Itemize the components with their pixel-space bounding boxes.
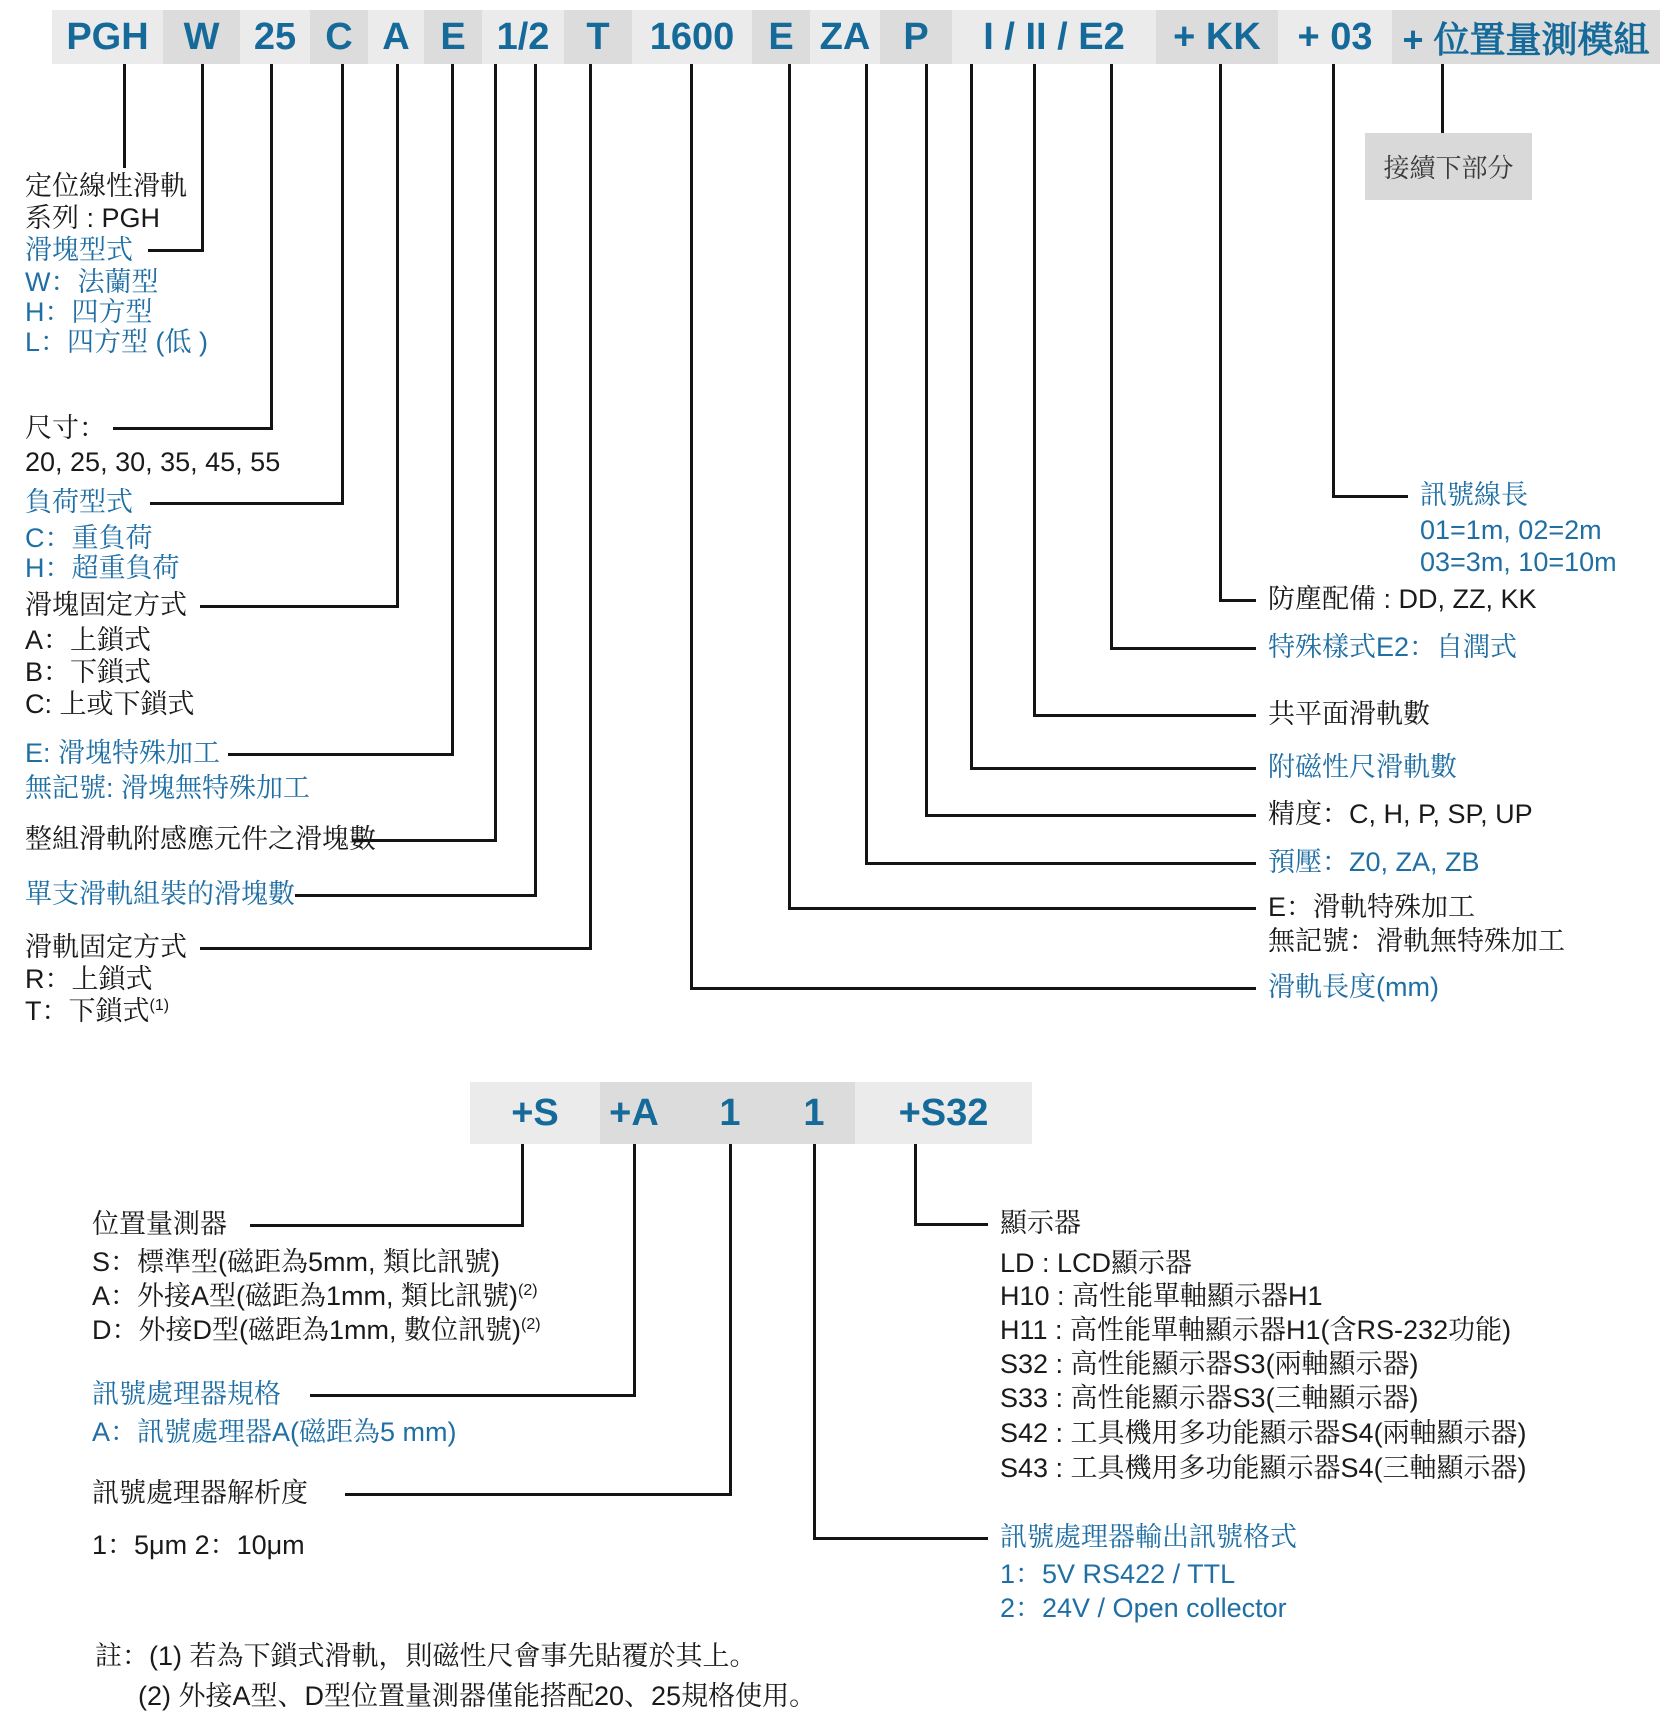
- rail-mount-title: 滑軌固定方式: [25, 932, 187, 962]
- lead-block-mount: [200, 605, 399, 608]
- code-segment-e2nd: E: [752, 10, 810, 64]
- position-sensor-title: 位置量測器: [92, 1209, 227, 1239]
- display-option-s42: S42 : 工具機用多功能顯示器S4(兩軸顯示器): [1000, 1418, 1527, 1448]
- lead-cable-length: [1332, 495, 1408, 498]
- connector-sensor-count: [494, 64, 497, 842]
- connector-p: [925, 64, 928, 817]
- lead-size: [113, 427, 273, 430]
- lead-display: [914, 1223, 988, 1226]
- position-sensor-option-s: S：標準型(磁距為5mm, 類比訊號): [92, 1247, 500, 1277]
- sensor-blocks-label: 整組滑軌附感應元件之滑塊數: [25, 824, 376, 854]
- cable-length-opt2: 03=3m, 10=10m: [1420, 547, 1617, 577]
- block-mount-option-b: B：下鎖式: [25, 657, 152, 687]
- lead-rail-mount: [200, 947, 592, 950]
- footnote-1: 註：(1) 若為下鎖式滑軌，則磁性尺會事先貼覆於其上。: [95, 1641, 757, 1671]
- code-segment-res-1: 1: [719, 1091, 741, 1134]
- coplanar-rails-label: 共平面滑軌數: [1268, 699, 1430, 729]
- code-segment-c: C: [310, 10, 368, 64]
- size-title: 尺寸：: [25, 413, 106, 443]
- code-segment-position-module: + 位置量測模組: [1392, 10, 1660, 64]
- footnote-2: (2) 外接A型、D型位置量測器僅能搭配20、25規格使用。: [138, 1681, 817, 1711]
- connector-plus-s: [521, 1144, 524, 1227]
- connector-e2: [1110, 64, 1113, 650]
- rail-special-line1: E：滑軌特殊加工: [1268, 892, 1476, 922]
- lead-precision: [925, 814, 1256, 817]
- code-segment-i-ii-e2: I / II / E2: [952, 10, 1156, 64]
- rail-mount-option-t: T：下鎖式$^{(1)}$: [25, 996, 170, 1026]
- block-type-option-w: W：法蘭型: [25, 267, 159, 297]
- lead-block-type: [148, 249, 204, 252]
- connector-25: [270, 64, 273, 430]
- load-type-option-h: H：超重負荷: [25, 553, 180, 583]
- code-segment-1-2: 1/2: [482, 10, 564, 64]
- connector-e-rail: [788, 64, 791, 910]
- code-segment-kk: + KK: [1156, 10, 1278, 64]
- code-segment-a: A: [368, 10, 424, 64]
- code-segment-a11-group: [600, 1082, 855, 1144]
- code-segment-w: W: [163, 10, 240, 64]
- code-segment-t: T: [564, 10, 632, 64]
- lead-load: [150, 502, 344, 505]
- lead-special-e2: [1110, 647, 1256, 650]
- block-mount-title: 滑塊固定方式: [25, 590, 187, 620]
- code-segment-za: ZA: [810, 10, 880, 64]
- block-mount-option-a: A：上鎖式: [25, 625, 152, 655]
- code-segment-plus-s: +S: [470, 1082, 600, 1144]
- block-type-option-l: L：四方型 (低 ): [25, 327, 209, 357]
- code-segment-plus-a: +A: [609, 1091, 659, 1134]
- code-segment-p: P: [880, 10, 952, 64]
- display-title: 顯示器: [1000, 1208, 1081, 1238]
- block-special-line2: 無記號: 滑塊無特殊加工: [25, 773, 311, 803]
- series-label-line1: 定位線性滑軌: [25, 171, 187, 201]
- display-option-s43: S43 : 工具機用多功能顯示器S4(三軸顯示器): [1000, 1453, 1527, 1483]
- display-option-h11: H11 : 高性能單軸顯示器H1(含RS-232功能): [1000, 1315, 1512, 1345]
- display-option-s32: S32 : 高性能顯示器S3(兩軸顯示器): [1000, 1349, 1419, 1379]
- block-type-option-h: H：四方型: [25, 297, 153, 327]
- cable-length-opt1: 01=1m, 02=2m: [1420, 515, 1602, 545]
- connector-w: [201, 64, 204, 252]
- size-options: 20, 25, 30, 35, 45, 55: [25, 447, 281, 477]
- preload-label: 預壓：Z0, ZA, ZB: [1268, 847, 1480, 877]
- lead-rail-length: [690, 987, 1256, 990]
- processor-resolution-options: 1：5μm 2：10μm: [92, 1530, 305, 1560]
- display-option-s33: S33 : 高性能顯示器S3(三軸顯示器): [1000, 1383, 1419, 1413]
- output-format-title: 訊號處理器輸出訊號格式: [1000, 1522, 1297, 1552]
- connector-position-module: [1441, 64, 1444, 133]
- connector-pgh: [123, 64, 126, 168]
- connector-out-1: [813, 1144, 816, 1540]
- connector-03: [1332, 64, 1335, 498]
- block-mount-option-c: C: 上或下鎖式: [25, 689, 195, 719]
- position-sensor-option-a: A：外接A型(磁距為1mm, 類比訊號)$^{(2)}$: [92, 1281, 538, 1311]
- cable-length-title: 訊號線長: [1420, 480, 1528, 510]
- connector-res-1: [729, 1144, 732, 1496]
- rail-mount-option-r: R：上鎖式: [25, 964, 153, 994]
- block-type-title: 滑塊型式: [25, 235, 133, 265]
- connector-plus-s32: [914, 1144, 917, 1226]
- lead-preload: [865, 862, 1256, 865]
- load-type-title: 負荷型式: [25, 487, 133, 517]
- code-segment-pgh: PGH: [52, 10, 163, 64]
- lead-processor-spec: [310, 1394, 636, 1397]
- code-segment-1600: 1600: [632, 10, 752, 64]
- lead-blocks-per-rail: [295, 894, 537, 897]
- series-label-line2: 系列 : PGH: [25, 203, 161, 233]
- code-segment-e: E: [424, 10, 482, 64]
- display-option-ld: LD : LCD顯示器: [1000, 1248, 1193, 1278]
- processor-spec-option-a: A：訊號處理器A(磁距為5 mm): [92, 1417, 457, 1447]
- processor-resolution-title: 訊號處理器解析度: [92, 1478, 308, 1508]
- connector-1600: [690, 64, 693, 990]
- lead-coplanar: [1033, 714, 1256, 717]
- connector-za: [865, 64, 868, 865]
- display-option-h10: H10 : 高性能單軸顯示器H1: [1000, 1281, 1323, 1311]
- lead-position-sensor: [250, 1224, 524, 1227]
- code-segment-03: + 03: [1278, 10, 1392, 64]
- code-segment-out-1: 1: [803, 1091, 825, 1134]
- magnetic-rails-label: 附磁性尺滑軌數: [1268, 752, 1457, 782]
- output-format-option-1: 1：5V RS422 / TTL: [1000, 1559, 1236, 1589]
- dust-protection-label: 防塵配備 : DD, ZZ, KK: [1268, 584, 1537, 614]
- lead-rail-special: [788, 907, 1256, 910]
- block-special-line1: E: 滑塊特殊加工: [25, 738, 221, 768]
- blocks-per-rail-label: 單支滑軌組裝的滑塊數: [25, 879, 295, 909]
- connector-e-block: [451, 64, 454, 756]
- lead-block-special: [228, 753, 454, 756]
- lead-processor-res: [345, 1493, 732, 1496]
- position-sensor-option-d: D：外接D型(磁距為1mm, 數位訊號)$^{(2)}$: [92, 1315, 541, 1345]
- lead-magnetic: [970, 767, 1256, 770]
- connector-c: [341, 64, 344, 505]
- connector-kk: [1219, 64, 1222, 602]
- connector-block-count: [534, 64, 537, 897]
- connector-t: [589, 64, 592, 950]
- continue-below-note: 接續下部分: [1365, 133, 1532, 200]
- lead-output-format: [813, 1537, 988, 1540]
- connector-plus-a: [633, 1144, 636, 1397]
- rail-special-line2: 無記號：滑軌無特殊加工: [1268, 926, 1565, 956]
- lead-dust: [1219, 599, 1256, 602]
- output-format-option-2: 2：24V / Open collector: [1000, 1593, 1287, 1623]
- code-segment-25: 25: [240, 10, 310, 64]
- precision-label: 精度：C, H, P, SP, UP: [1268, 799, 1533, 829]
- processor-spec-title: 訊號處理器規格: [92, 1379, 281, 1409]
- connector-a: [396, 64, 399, 608]
- connector-ii: [1033, 64, 1036, 717]
- load-type-option-c: C：重負荷: [25, 523, 153, 553]
- rail-length-label: 滑軌長度(mm): [1268, 972, 1439, 1002]
- special-e2-label: 特殊樣式E2：自潤式: [1268, 632, 1518, 662]
- connector-i: [970, 64, 973, 770]
- code-segment-plus-s32: +S32: [855, 1082, 1032, 1144]
